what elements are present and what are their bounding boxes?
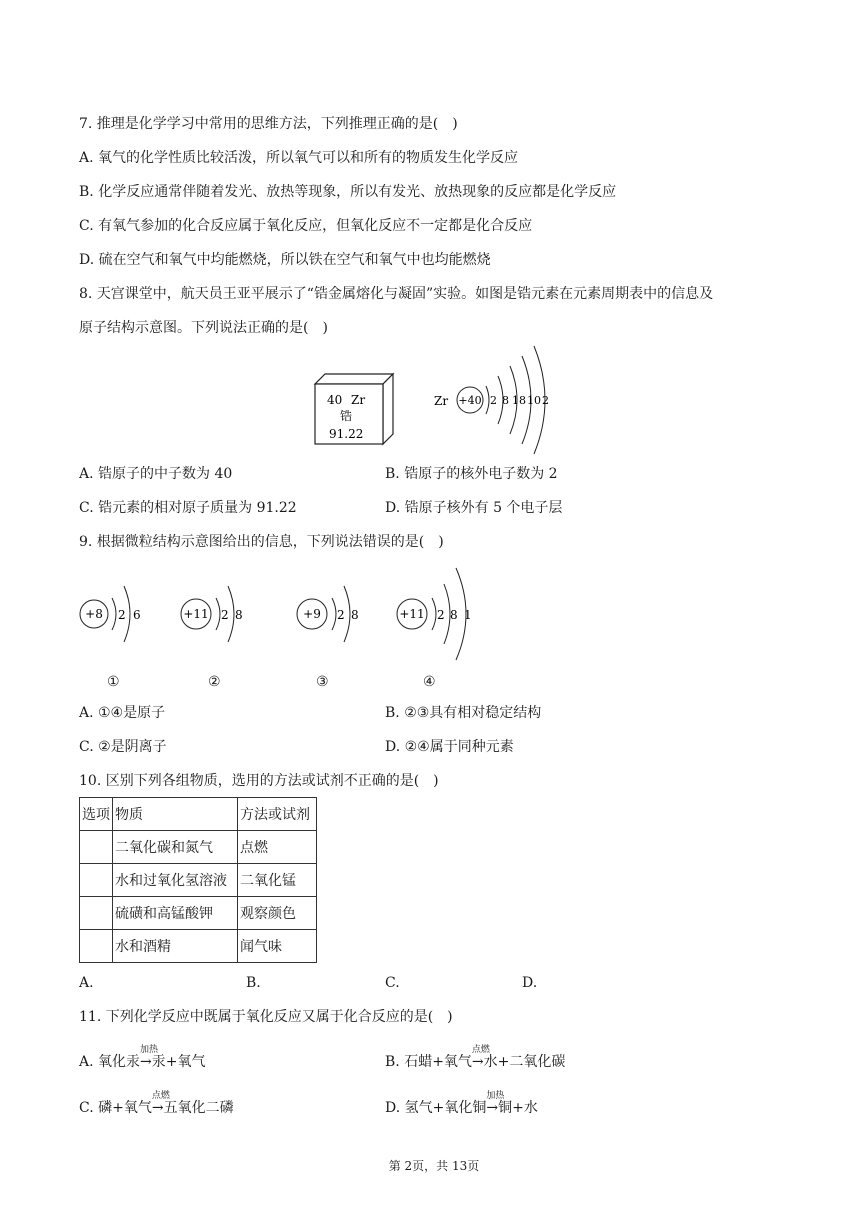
row-method: 二氧化锰 bbox=[238, 864, 317, 897]
row-substance: 水和酒精 bbox=[113, 930, 238, 963]
q7-option-b: B. 化学反应通常伴随着发光、放热等现象，所以有发光、放热现象的反应都是化学反应 bbox=[79, 184, 617, 200]
q11-c-condition: 点燃 bbox=[151, 1091, 170, 1101]
q11-stem: 11. 下列化学反应中既属于氧化反应又属于化合反应的是( ) bbox=[79, 1009, 453, 1025]
atom-symbol: Zr bbox=[434, 394, 449, 408]
arrow-icon: → bbox=[486, 1100, 499, 1116]
q7-option-a: A. 氧气的化学性质比较活泼，所以氧气可以和所有的物质发生化学反应 bbox=[79, 150, 519, 166]
particle-diagram-3 bbox=[294, 574, 374, 654]
q9-stem: 9. 根据微粒结构示意图给出的信息，下列说法错误的是( ) bbox=[79, 534, 444, 550]
table-row bbox=[80, 831, 317, 864]
q11-d-condition: 加热 bbox=[486, 1091, 505, 1101]
q8-stem-line2: 原子结构示意图。下列说法正确的是( ) bbox=[79, 320, 328, 336]
q7-option-d: D. 硫在空气和氧气中均能燃烧，所以铁在空气和氧气中也均能燃烧 bbox=[79, 252, 491, 268]
zr-atomic-mass: 91.22 bbox=[329, 427, 364, 441]
row-option bbox=[80, 864, 113, 897]
zirconium-atom-diagram bbox=[428, 340, 558, 460]
q11-b-reactants: B. 石蜡+氧气 bbox=[385, 1054, 472, 1070]
q11-d-reactants: D. 氢气+氧化铜 bbox=[385, 1100, 487, 1116]
q11-option-c bbox=[79, 1091, 234, 1118]
p1-shell-2: 6 bbox=[133, 608, 141, 622]
reaction-arrow bbox=[140, 1045, 159, 1072]
q10-table bbox=[79, 797, 317, 963]
q11-a-products: 汞+氧气 bbox=[151, 1054, 206, 1070]
p2-nucleus: +11 bbox=[183, 607, 209, 621]
shell-3: 18 bbox=[512, 394, 526, 407]
particle-diagram-4 bbox=[394, 562, 484, 666]
q11-c-reactants: C. 磷+氧气 bbox=[79, 1100, 152, 1116]
q11-option-d bbox=[385, 1091, 538, 1118]
q8-option-b: B. 锆原子的核外电子数为 2 bbox=[385, 466, 558, 482]
q11-b-condition: 点燃 bbox=[471, 1045, 490, 1055]
q9-option-d: D. ②④属于同种元素 bbox=[385, 739, 514, 755]
p1-shell-1: 2 bbox=[118, 608, 126, 622]
q11-b-products: 水+二氧化碳 bbox=[483, 1054, 566, 1070]
q10-option-b: B. bbox=[246, 975, 261, 991]
table-row bbox=[80, 930, 317, 963]
p3-shell-2: 8 bbox=[351, 608, 359, 622]
q10-stem: 10. 区别下列各组物质，选用的方法或试剂不正确的是( ) bbox=[79, 773, 439, 789]
particle-diagram-1 bbox=[78, 574, 158, 654]
q8-option-d: D. 锆原子核外有 5 个电子层 bbox=[385, 500, 563, 516]
p4-shell-2: 8 bbox=[450, 608, 458, 622]
header-method: 方法或试剂 bbox=[238, 798, 317, 831]
zr-symbol: Zr bbox=[351, 393, 366, 407]
table-row bbox=[80, 897, 317, 930]
reaction-arrow bbox=[151, 1091, 170, 1118]
shell-5: 2 bbox=[542, 394, 549, 407]
table-header-row bbox=[80, 798, 317, 831]
particle-label-2: ② bbox=[208, 674, 221, 690]
row-method: 点燃 bbox=[238, 831, 317, 864]
q11-option-b bbox=[385, 1045, 566, 1072]
p2-shell-1: 2 bbox=[221, 608, 229, 622]
q11-option-a bbox=[79, 1045, 206, 1072]
q7-option-c: C. 有氧气参加的化合反应属于氧化反应，但氧化反应不一定都是化合反应 bbox=[79, 218, 533, 234]
row-substance: 水和过氧化氢溶液 bbox=[113, 864, 238, 897]
header-option: 选项 bbox=[80, 798, 113, 831]
particle-label-1: ① bbox=[107, 674, 120, 690]
header-substance: 物质 bbox=[113, 798, 238, 831]
q11-d-products: 铜+水 bbox=[498, 1100, 538, 1116]
table-row bbox=[80, 864, 317, 897]
zr-name: 锆 bbox=[340, 409, 353, 423]
p3-shell-1: 2 bbox=[337, 608, 345, 622]
row-method: 闻气味 bbox=[238, 930, 317, 963]
reaction-arrow bbox=[471, 1045, 490, 1072]
nucleus-charge: +40 bbox=[458, 394, 482, 407]
p3-nucleus: +9 bbox=[303, 607, 321, 621]
q10-option-c: C. bbox=[385, 975, 400, 991]
arrow-icon: → bbox=[471, 1054, 484, 1070]
q8-stem-line1: 8. 天宫课堂中，航天员王亚平展示了“锆金属熔化与凝固”实验。如图是锆元素在元素周期表中的信息及 bbox=[79, 286, 714, 302]
row-option bbox=[80, 897, 113, 930]
q10-option-a: A. bbox=[79, 975, 94, 991]
q11-a-condition: 加热 bbox=[140, 1045, 159, 1055]
p1-nucleus: +8 bbox=[85, 607, 103, 621]
q8-option-a: A. 锆原子的中子数为 40 bbox=[79, 466, 233, 482]
q9-option-b: B. ②③具有相对稳定结构 bbox=[385, 705, 542, 721]
p4-nucleus: +11 bbox=[399, 607, 425, 621]
page-footer: 第 2页，共 13页 bbox=[388, 1159, 480, 1173]
q11-c-products: 五氧化二磷 bbox=[163, 1100, 234, 1116]
zirconium-periodic-cell bbox=[313, 372, 397, 446]
q7-stem: 7. 推理是化学学习中常用的思维方法，下列推理正确的是( ) bbox=[79, 116, 458, 132]
row-option bbox=[80, 930, 113, 963]
shell-1: 2 bbox=[490, 394, 497, 407]
arrow-icon: → bbox=[140, 1054, 152, 1070]
shell-2: 8 bbox=[502, 394, 509, 407]
q10-option-d: D. bbox=[522, 975, 538, 991]
particle-diagram-2 bbox=[178, 574, 258, 654]
arrow-icon: → bbox=[151, 1100, 164, 1116]
row-substance: 硫磺和高锰酸钾 bbox=[113, 897, 238, 930]
shell-4: 10 bbox=[527, 394, 541, 407]
q8-option-c: C. 锆元素的相对原子质量为 91.22 bbox=[79, 500, 297, 516]
zr-atomic-number: 40 bbox=[327, 393, 343, 407]
row-option bbox=[80, 831, 113, 864]
row-substance: 二氧化碳和氮气 bbox=[113, 831, 238, 864]
p2-shell-2: 8 bbox=[235, 608, 243, 622]
q9-option-a: A. ①④是原子 bbox=[79, 705, 166, 721]
particle-label-4: ④ bbox=[423, 674, 436, 690]
p4-shell-3: 1 bbox=[464, 608, 472, 622]
row-method: 观察颜色 bbox=[238, 897, 317, 930]
particle-label-3: ③ bbox=[316, 674, 329, 690]
q9-option-c: C. ②是阴离子 bbox=[79, 739, 167, 755]
reaction-arrow bbox=[486, 1091, 505, 1118]
q11-a-reactants: A. 氧化汞 bbox=[79, 1054, 141, 1070]
p4-shell-1: 2 bbox=[437, 608, 445, 622]
